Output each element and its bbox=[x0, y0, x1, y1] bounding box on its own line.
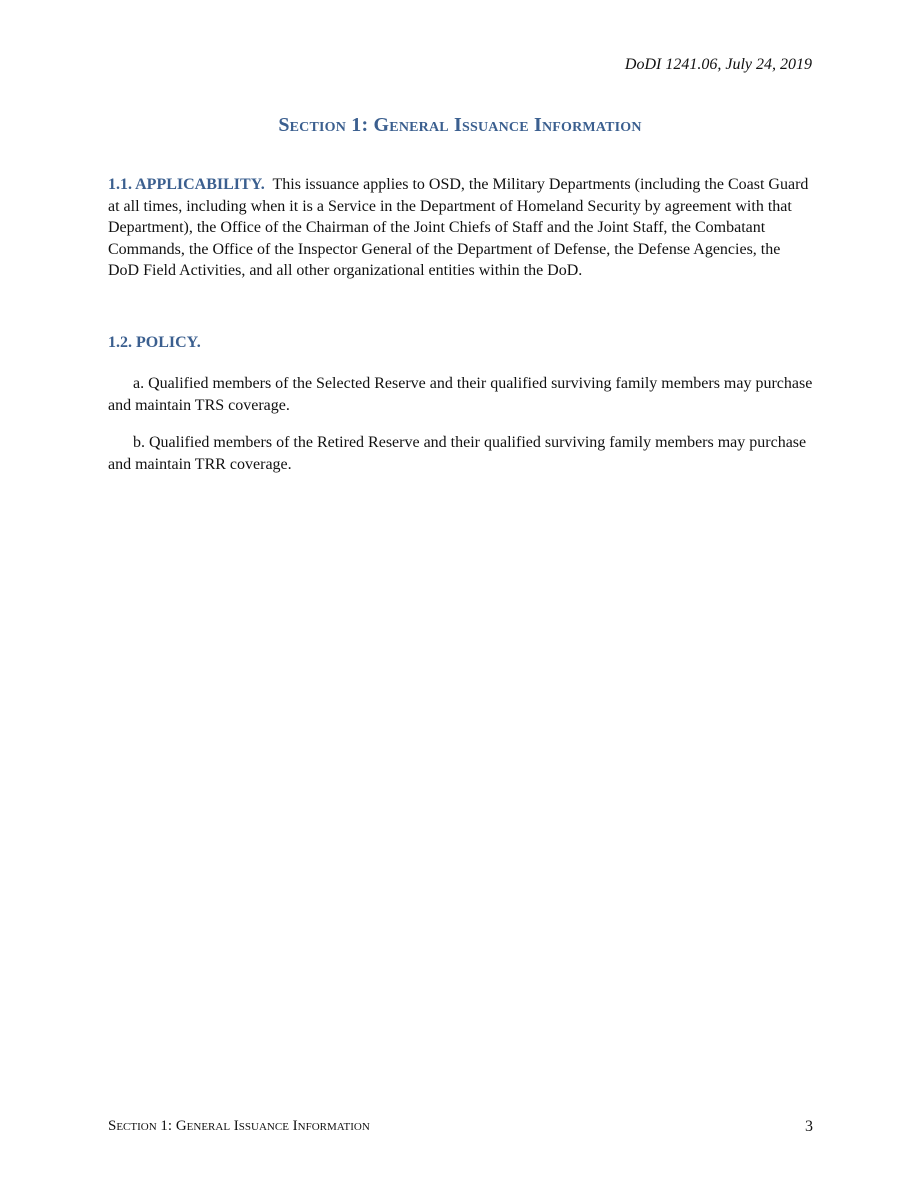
policy-item-a bbox=[108, 373, 813, 416]
running-header: DoDI 1241.06, July 24, 2019 bbox=[624, 56, 812, 73]
section-title: Section 1: General Issuance Information bbox=[278, 114, 642, 136]
applicability-paragraph bbox=[108, 174, 813, 282]
page-footer bbox=[108, 1118, 813, 1135]
policy-item-a-text: a. Qualified members of the Selected Reserve and their qualified surviving family members may purchase and maintain TRS coverage. bbox=[108, 375, 813, 414]
page-number: 3 bbox=[805, 1118, 813, 1135]
applicability-text: This issuance applies to OSD, the Military Departments (including the Coast Guard at all times, including when it is a Service in the Department of Homeland Security by agreement with that Department), the Office of the Chairman of the Joint Chiefs of Staff and the Joint Staff, the Combatant Commands, the Office of the Inspector General of the Department of Defense, the Defense Agencies, the DoD Field Activities, and all other organizational entities within the DoD. bbox=[108, 176, 809, 279]
policy-item-b-text: b. Qualified members of the Retired Reserve and their qualified surviving family members may purchase and maintain TRR coverage. bbox=[108, 434, 807, 473]
policy-heading: 1.2. POLICY. bbox=[108, 334, 201, 351]
footer-section-title: Section 1: General Issuance Information bbox=[108, 1118, 370, 1134]
applicability-heading: 1.1. APPLICABILITY. bbox=[108, 176, 265, 193]
policy-item-b bbox=[108, 432, 813, 475]
